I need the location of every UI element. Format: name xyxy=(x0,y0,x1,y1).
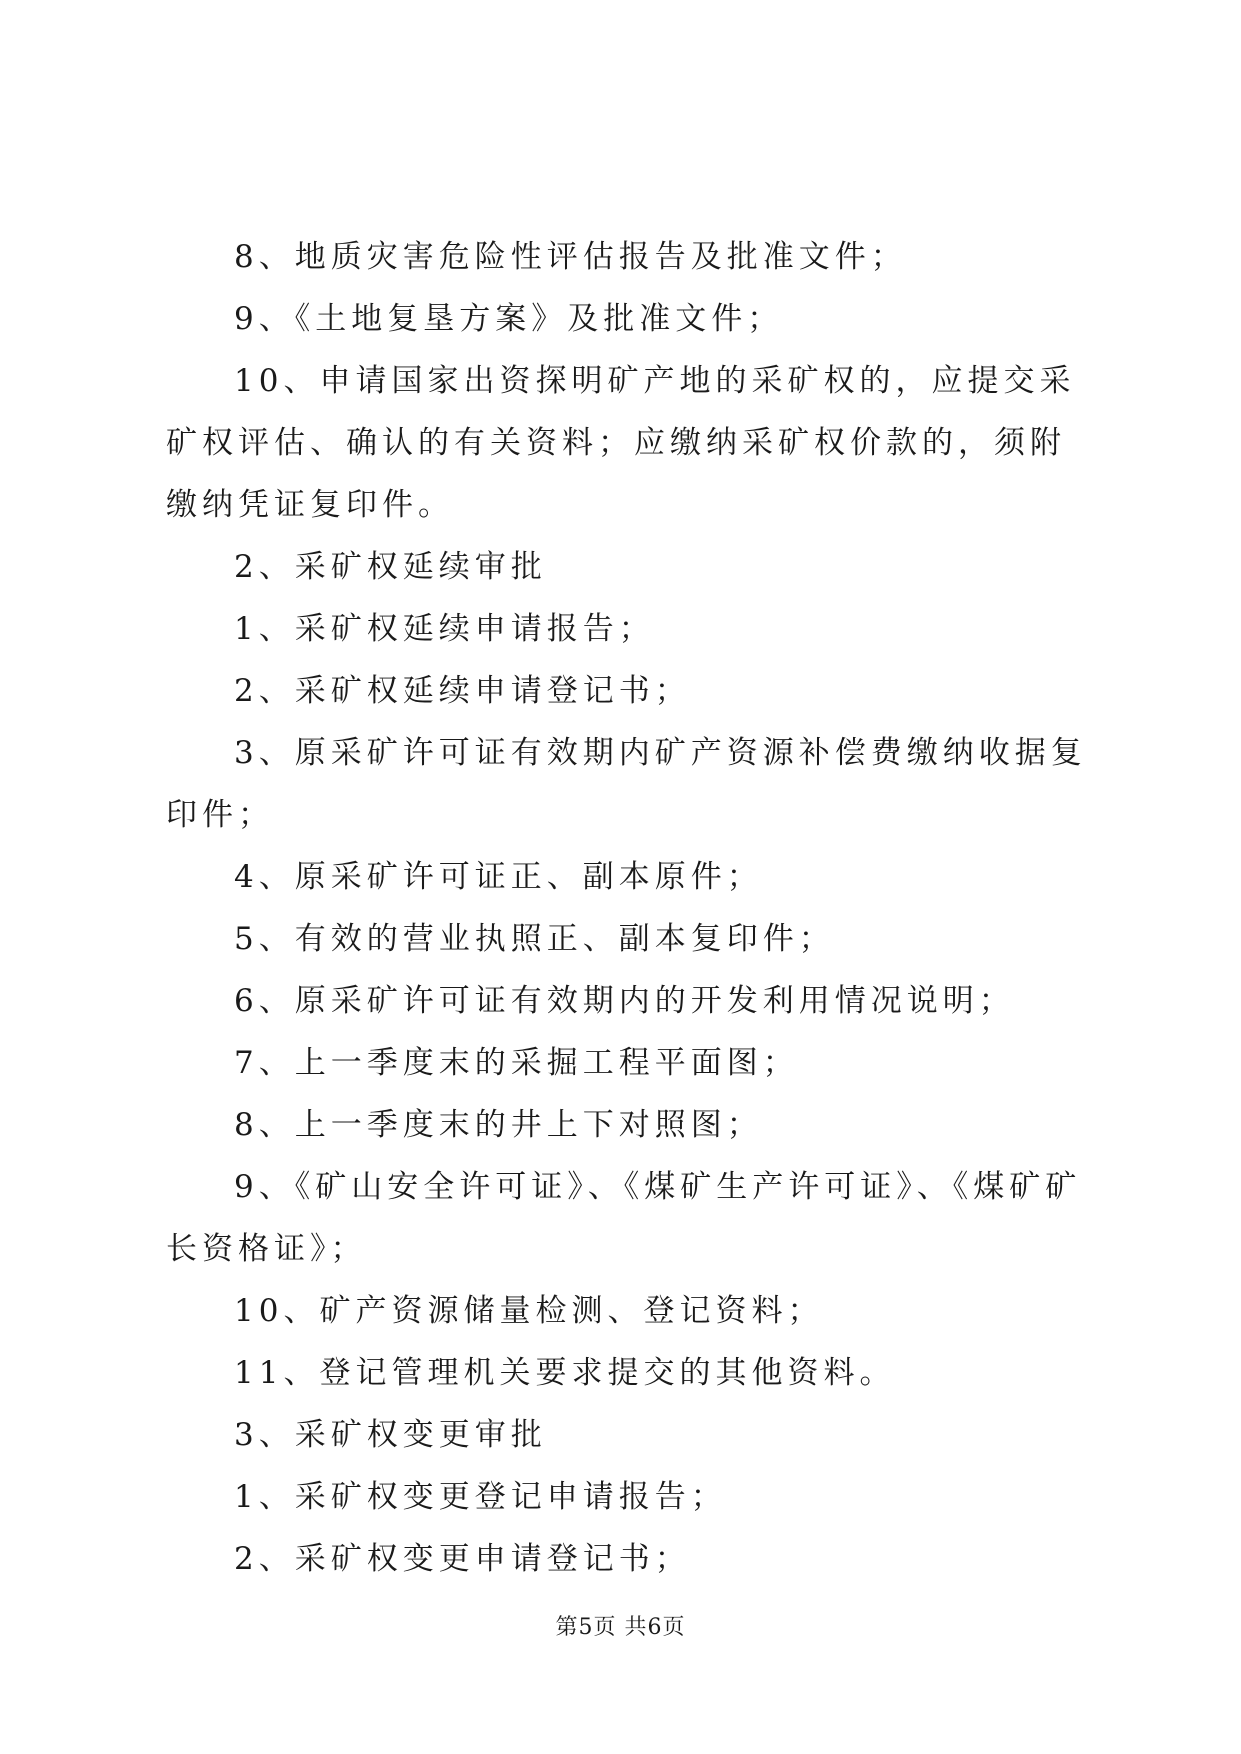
paragraph-6: 2、采矿权延续申请登记书； xyxy=(234,673,691,709)
paragraph-15: 11、登记管理机关要求提交的其他资料。 xyxy=(234,1355,896,1391)
page-number-footer: 第5页 共6页 xyxy=(555,1615,686,1640)
paragraph-18: 2、采矿权变更申请登记书； xyxy=(234,1541,691,1577)
paragraph-2: 9、《土地复垦方案》及批准文件； xyxy=(234,301,784,337)
paragraph-13: 9、《矿山安全许可证》、《煤矿生产许可证》、《煤矿矿长资格证》； xyxy=(166,1169,1082,1267)
paragraph-11: 7、上一季度末的采掘工程平面图； xyxy=(234,1045,799,1081)
paragraph-12: 8、上一季度末的井上下对照图； xyxy=(234,1107,763,1143)
paragraph-10: 6、原采矿许可证有效期内的开发利用情况说明； xyxy=(234,983,1015,1019)
paragraph-9: 5、有效的营业执照正、副本复印件； xyxy=(234,921,835,957)
section-heading-extension: 2、采矿权延续审批 xyxy=(234,549,547,585)
paragraph-7: 3、原采矿许可证有效期内矿产资源补偿费缴纳收据复印件； xyxy=(166,735,1087,833)
paragraph-1: 8、地质灾害危险性评估报告及批准文件； xyxy=(234,239,907,275)
paragraph-3: 10、申请国家出资探明矿产地的采矿权的，应提交采矿权评估、确认的有关资料；应缴纳采矿权价款的，须附缴纳凭证复印件。 xyxy=(166,363,1076,523)
paragraph-8: 4、原采矿许可证正、副本原件； xyxy=(234,859,763,895)
paragraph-17: 1、采矿权变更登记申请报告； xyxy=(234,1479,727,1515)
paragraph-5: 1、采矿权延续申请报告； xyxy=(234,611,655,647)
paragraph-14: 10、矿产资源储量检测、登记资料； xyxy=(234,1293,824,1329)
document-body xyxy=(166,226,1096,1590)
section-heading-change: 3、采矿权变更审批 xyxy=(234,1417,547,1453)
